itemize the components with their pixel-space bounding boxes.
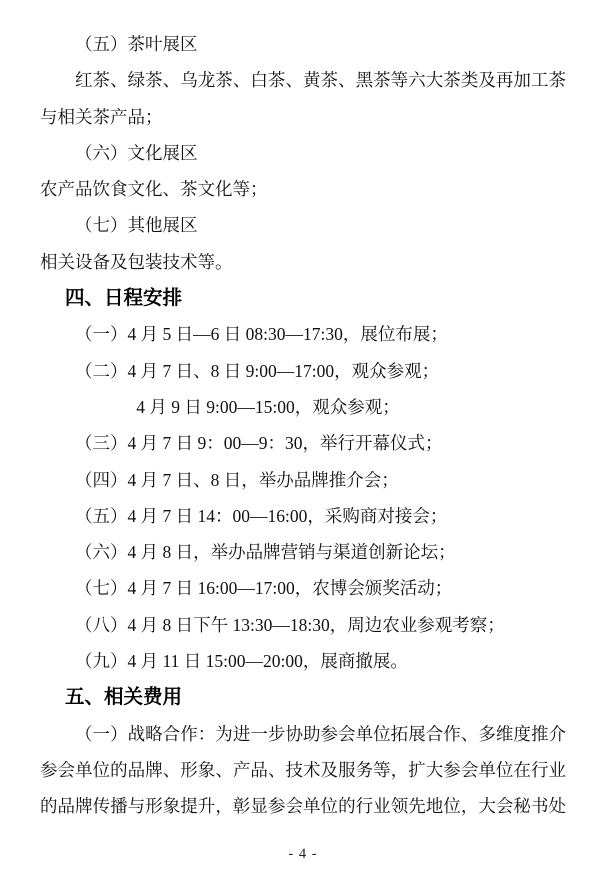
- schedule-item-9: （九）4 月 11 日 15:00—20:00，展商撤展。: [75, 651, 408, 672]
- schedule-item-2: （二）4 月 7 日、8 日 9:00—17:00，观众参观；: [75, 360, 440, 381]
- zone-culture-heading: （六）文化展区: [75, 142, 198, 163]
- zone-culture-desc: 农产品饮食文化、茶文化等；: [40, 179, 268, 200]
- schedule-item-5: （五）4 月 7 日 14：00—16:00，采购商对接会；: [75, 505, 448, 526]
- schedule-item-3: （三）4 月 7 日 9：00—9：30，举行开幕仪式；: [75, 433, 443, 454]
- schedule-item-6: （六）4 月 8 日，举办品牌营销与渠道创新论坛；: [75, 542, 456, 563]
- schedule-item-2-cont: 4 月 9 日 9:00—15:00，观众参观；: [136, 396, 400, 417]
- zone-other-desc: 相关设备及包装技术等。: [40, 251, 233, 272]
- schedule-item-8: （八）4 月 8 日下午 13:30—18:30，周边农业参观考察；: [75, 614, 505, 635]
- zone-tea-heading: （五）茶叶展区: [75, 34, 198, 54]
- page-number: - 4 -: [288, 845, 318, 862]
- zone-tea-desc-2: 与相关茶产品；: [40, 106, 163, 127]
- zone-tea-desc-1: 红茶、绿茶、乌龙茶、白茶、黄茶、黑茶等六大茶类及再加工茶: [75, 70, 566, 91]
- schedule-item-1: （一）4 月 5 日—6 日 08:30—17:30，展位布展；: [75, 324, 448, 345]
- fees-para-line-1: （一）战略合作：为进一步协助参会单位拓展合作、多维度推介: [75, 723, 566, 744]
- schedule-item-7: （七）4 月 7 日 16:00—17:00，农博会颁奖活动；: [75, 578, 453, 599]
- fees-para-line-3: 的品牌传播与形象提升，彰显参会单位的行业领先地位，大会秘书处: [40, 796, 566, 817]
- section-5-fees: 五、相关费用: [65, 686, 183, 709]
- schedule-item-4: （四）4 月 7 日、8 日，举办品牌推介会；: [75, 469, 399, 490]
- document-body: [40, 0, 566, 825]
- section-4-schedule: 四、日程安排: [65, 287, 183, 310]
- zone-other-heading: （七）其他展区: [75, 215, 198, 236]
- fees-para-line-2: 参会单位的品牌、形象、产品、技术及服务等，扩大参会单位在行业: [40, 759, 566, 780]
